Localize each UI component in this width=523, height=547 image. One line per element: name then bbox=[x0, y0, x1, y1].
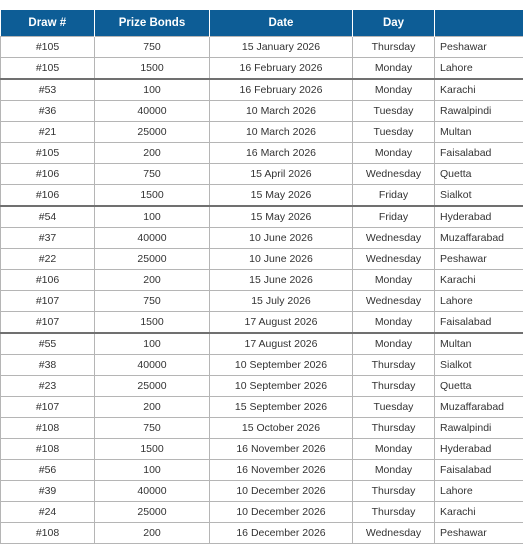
cell-draw-number: #23 bbox=[1, 376, 95, 397]
cell-city: Lahore bbox=[435, 291, 523, 312]
cell-draw-number: #53 bbox=[1, 79, 95, 101]
cell-draw-number: #108 bbox=[1, 418, 95, 439]
table-row bbox=[1, 460, 523, 481]
cell-day: Wednesday bbox=[353, 164, 435, 185]
table-row bbox=[1, 291, 523, 312]
cell-day: Monday bbox=[353, 333, 435, 355]
cell-date: 10 December 2026 bbox=[210, 502, 353, 523]
cell-date: 15 July 2026 bbox=[210, 291, 353, 312]
header-row bbox=[1, 10, 523, 37]
cell-prize-bond: 200 bbox=[95, 523, 210, 544]
cell-date: 15 May 2026 bbox=[210, 185, 353, 207]
cell-day: Monday bbox=[353, 312, 435, 334]
cell-date: 15 May 2026 bbox=[210, 206, 353, 228]
cell-city: Sialkot bbox=[435, 185, 523, 207]
cell-date: 16 February 2026 bbox=[210, 79, 353, 101]
cell-day: Tuesday bbox=[353, 122, 435, 143]
cell-city: Faisalabad bbox=[435, 143, 523, 164]
cell-city: Karachi bbox=[435, 270, 523, 291]
cell-prize-bond: 40000 bbox=[95, 101, 210, 122]
cell-draw-number: #39 bbox=[1, 481, 95, 502]
cell-day: Monday bbox=[353, 439, 435, 460]
cell-day: Friday bbox=[353, 206, 435, 228]
schedule-table bbox=[0, 10, 523, 544]
cell-date: 16 March 2026 bbox=[210, 143, 353, 164]
cell-date: 15 October 2026 bbox=[210, 418, 353, 439]
table-row bbox=[1, 37, 523, 58]
cell-city: Faisalabad bbox=[435, 312, 523, 334]
cell-prize-bond: 100 bbox=[95, 460, 210, 481]
table-row bbox=[1, 502, 523, 523]
table-row bbox=[1, 355, 523, 376]
cell-date: 15 January 2026 bbox=[210, 37, 353, 58]
cell-prize-bond: 200 bbox=[95, 270, 210, 291]
cell-city: Lahore bbox=[435, 58, 523, 80]
cell-prize-bond: 40000 bbox=[95, 228, 210, 249]
cell-city: Peshawar bbox=[435, 37, 523, 58]
cell-draw-number: #56 bbox=[1, 460, 95, 481]
header-draw-number: Draw # bbox=[1, 10, 95, 37]
table-row bbox=[1, 143, 523, 164]
table-header bbox=[1, 10, 523, 37]
cell-draw-number: #37 bbox=[1, 228, 95, 249]
table-body bbox=[1, 37, 523, 544]
cell-day: Monday bbox=[353, 270, 435, 291]
cell-date: 15 April 2026 bbox=[210, 164, 353, 185]
cell-prize-bond: 1500 bbox=[95, 185, 210, 207]
table-row bbox=[1, 333, 523, 355]
cell-draw-number: #108 bbox=[1, 439, 95, 460]
cell-prize-bond: 100 bbox=[95, 79, 210, 101]
cell-date: 16 November 2026 bbox=[210, 460, 353, 481]
cell-city: Sialkot bbox=[435, 355, 523, 376]
cell-prize-bond: 100 bbox=[95, 206, 210, 228]
cell-date: 10 June 2026 bbox=[210, 228, 353, 249]
cell-draw-number: #107 bbox=[1, 291, 95, 312]
table-row bbox=[1, 122, 523, 143]
table-row bbox=[1, 206, 523, 228]
cell-city: Karachi bbox=[435, 502, 523, 523]
cell-city: Peshawar bbox=[435, 249, 523, 270]
cell-day: Thursday bbox=[353, 355, 435, 376]
cell-day: Thursday bbox=[353, 502, 435, 523]
cell-city: Karachi bbox=[435, 79, 523, 101]
cell-prize-bond: 25000 bbox=[95, 249, 210, 270]
cell-prize-bond: 750 bbox=[95, 291, 210, 312]
cell-day: Monday bbox=[353, 79, 435, 101]
cell-draw-number: #105 bbox=[1, 143, 95, 164]
header-day: Day bbox=[353, 10, 435, 37]
cell-date: 10 March 2026 bbox=[210, 122, 353, 143]
cell-draw-number: #55 bbox=[1, 333, 95, 355]
cell-prize-bond: 1500 bbox=[95, 312, 210, 334]
table-row bbox=[1, 101, 523, 122]
table-row bbox=[1, 249, 523, 270]
cell-date: 17 August 2026 bbox=[210, 333, 353, 355]
cell-date: 15 June 2026 bbox=[210, 270, 353, 291]
cell-prize-bond: 1500 bbox=[95, 58, 210, 80]
table-row bbox=[1, 58, 523, 80]
cell-draw-number: #38 bbox=[1, 355, 95, 376]
cell-city: Quetta bbox=[435, 376, 523, 397]
cell-draw-number: #108 bbox=[1, 523, 95, 544]
cell-city: Multan bbox=[435, 333, 523, 355]
cell-draw-number: #105 bbox=[1, 58, 95, 80]
cell-prize-bond: 750 bbox=[95, 418, 210, 439]
cell-draw-number: #21 bbox=[1, 122, 95, 143]
cell-day: Thursday bbox=[353, 481, 435, 502]
cell-day: Friday bbox=[353, 185, 435, 207]
cell-day: Wednesday bbox=[353, 228, 435, 249]
cell-city: Rawalpindi bbox=[435, 418, 523, 439]
table-row bbox=[1, 481, 523, 502]
cell-city: Rawalpindi bbox=[435, 101, 523, 122]
cell-city: Hyderabad bbox=[435, 206, 523, 228]
cell-day: Monday bbox=[353, 460, 435, 481]
cell-draw-number: #105 bbox=[1, 37, 95, 58]
cell-prize-bond: 200 bbox=[95, 143, 210, 164]
cell-city: Muzaffarabad bbox=[435, 228, 523, 249]
cell-city: Muzaffarabad bbox=[435, 397, 523, 418]
cell-date: 16 November 2026 bbox=[210, 439, 353, 460]
cell-draw-number: #36 bbox=[1, 101, 95, 122]
cell-city: Lahore bbox=[435, 481, 523, 502]
cell-prize-bond: 100 bbox=[95, 333, 210, 355]
table-row bbox=[1, 418, 523, 439]
cell-day: Tuesday bbox=[353, 101, 435, 122]
cell-prize-bond: 750 bbox=[95, 37, 210, 58]
cell-prize-bond: 1500 bbox=[95, 439, 210, 460]
cell-date: 15 September 2026 bbox=[210, 397, 353, 418]
cell-draw-number: #106 bbox=[1, 185, 95, 207]
cell-day: Thursday bbox=[353, 418, 435, 439]
cell-draw-number: #54 bbox=[1, 206, 95, 228]
header-prize-bonds: Prize Bonds bbox=[95, 10, 210, 37]
cell-city: Quetta bbox=[435, 164, 523, 185]
cell-draw-number: #107 bbox=[1, 312, 95, 334]
cell-prize-bond: 40000 bbox=[95, 481, 210, 502]
cell-prize-bond: 40000 bbox=[95, 355, 210, 376]
cell-prize-bond: 750 bbox=[95, 164, 210, 185]
table-row bbox=[1, 270, 523, 291]
cell-day: Monday bbox=[353, 143, 435, 164]
cell-city: Hyderabad bbox=[435, 439, 523, 460]
cell-date: 16 December 2026 bbox=[210, 523, 353, 544]
cell-city: Peshawar bbox=[435, 523, 523, 544]
cell-prize-bond: 25000 bbox=[95, 502, 210, 523]
cell-city: Multan bbox=[435, 122, 523, 143]
cell-city: Faisalabad bbox=[435, 460, 523, 481]
table-row bbox=[1, 185, 523, 207]
cell-draw-number: #107 bbox=[1, 397, 95, 418]
cell-prize-bond: 200 bbox=[95, 397, 210, 418]
cell-prize-bond: 25000 bbox=[95, 122, 210, 143]
cell-date: 10 September 2026 bbox=[210, 355, 353, 376]
cell-day: Thursday bbox=[353, 376, 435, 397]
cell-prize-bond: 25000 bbox=[95, 376, 210, 397]
cell-date: 10 March 2026 bbox=[210, 101, 353, 122]
cell-day: Wednesday bbox=[353, 249, 435, 270]
table-row bbox=[1, 397, 523, 418]
prize-bond-schedule bbox=[0, 10, 523, 544]
cell-date: 10 December 2026 bbox=[210, 481, 353, 502]
table-row bbox=[1, 228, 523, 249]
cell-day: Tuesday bbox=[353, 397, 435, 418]
table-row bbox=[1, 312, 523, 334]
cell-day: Wednesday bbox=[353, 291, 435, 312]
cell-draw-number: #24 bbox=[1, 502, 95, 523]
cell-date: 16 February 2026 bbox=[210, 58, 353, 80]
table-row bbox=[1, 79, 523, 101]
table-row bbox=[1, 376, 523, 397]
header-date: Date bbox=[210, 10, 353, 37]
cell-date: 10 September 2026 bbox=[210, 376, 353, 397]
table-row bbox=[1, 523, 523, 544]
table-row bbox=[1, 164, 523, 185]
cell-draw-number: #106 bbox=[1, 164, 95, 185]
cell-day: Wednesday bbox=[353, 523, 435, 544]
cell-draw-number: #22 bbox=[1, 249, 95, 270]
cell-draw-number: #106 bbox=[1, 270, 95, 291]
cell-date: 17 August 2026 bbox=[210, 312, 353, 334]
table-row bbox=[1, 439, 523, 460]
cell-day: Monday bbox=[353, 58, 435, 80]
header-city bbox=[435, 10, 523, 37]
cell-date: 10 June 2026 bbox=[210, 249, 353, 270]
cell-day: Thursday bbox=[353, 37, 435, 58]
